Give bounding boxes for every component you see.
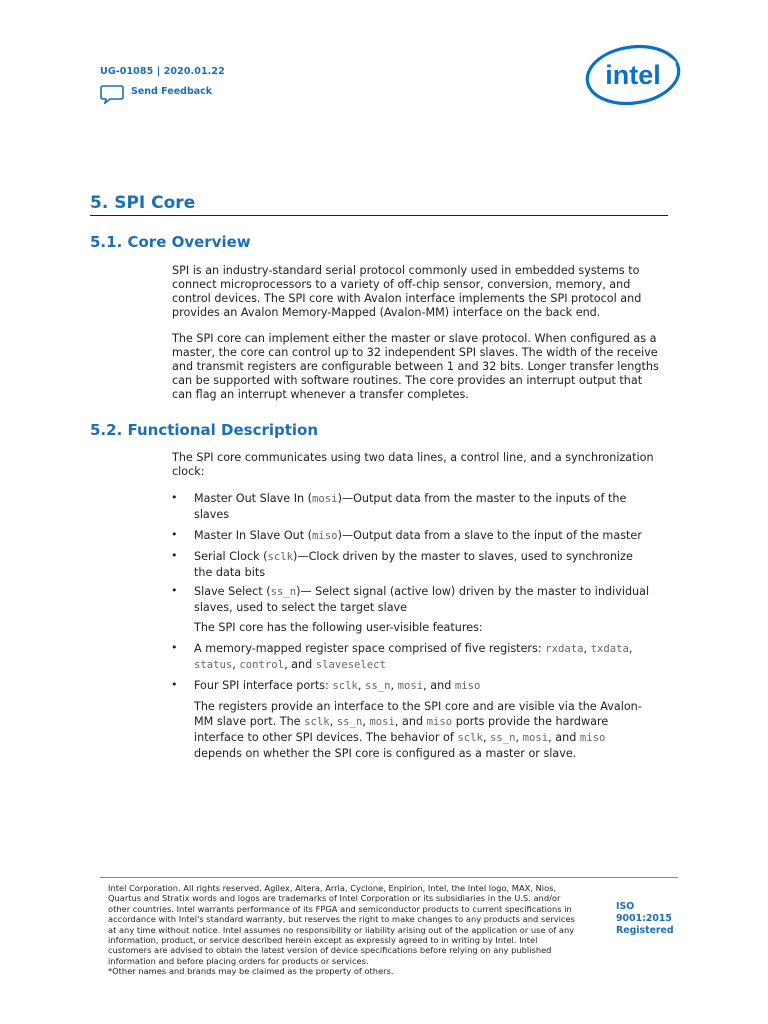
text: , bbox=[628, 642, 633, 655]
feedback-icon[interactable] bbox=[100, 84, 124, 104]
footer-legal-text bbox=[108, 883, 605, 977]
text: , and bbox=[394, 715, 427, 728]
text: A memory-mapped register space comprised of five registers: bbox=[194, 642, 546, 655]
text: , bbox=[390, 679, 398, 692]
code-miso: miso bbox=[454, 680, 481, 692]
text: MM slave port. The bbox=[194, 715, 305, 728]
code-slaveselect: slaveselect bbox=[315, 659, 386, 671]
bullet-marker: • bbox=[171, 678, 178, 691]
code-ss-n: ss_n bbox=[490, 732, 516, 744]
text: Slave Select ( bbox=[194, 585, 271, 598]
intel-logo bbox=[583, 44, 683, 106]
bullet-marker: • bbox=[171, 528, 178, 541]
text: , and bbox=[284, 658, 316, 671]
send-feedback-link[interactable]: Send Feedback bbox=[131, 86, 213, 97]
text: , bbox=[482, 731, 490, 744]
text: , bbox=[515, 731, 523, 744]
code-status: status bbox=[194, 659, 233, 671]
code-mosi: mosi bbox=[397, 680, 424, 692]
title-rule bbox=[90, 215, 668, 216]
text-line: the data bits bbox=[194, 566, 266, 579]
overview-paragraph-1 bbox=[172, 264, 672, 320]
text: , bbox=[583, 642, 591, 655]
code-miso: miso bbox=[312, 530, 338, 542]
text-line: The SPI core communicates using two data lines, a control line, and a synchronization bbox=[172, 451, 654, 464]
text: , bbox=[329, 715, 337, 728]
text-line: information, product, or service described herein except as expressly agreed to in writing by Intel. Intel bbox=[108, 935, 538, 946]
text: Master Out Slave In ( bbox=[194, 492, 313, 505]
bullet-sclk bbox=[194, 549, 664, 580]
text-line: connect microprocessors to a variety of off-chip sensor, conversion, memory, and bbox=[172, 278, 631, 291]
functional-heading: 5.2. Functional Description bbox=[90, 421, 319, 439]
text-line: master, the core can control up to 32 independent SPI slaves. The width of the receive bbox=[172, 346, 658, 359]
text-line: can flag an interrupt whenever a transfer completes. bbox=[172, 388, 469, 401]
code-mosi: mosi bbox=[312, 493, 338, 505]
code-ss-n: ss_n bbox=[270, 586, 297, 598]
section-title: 5. SPI Core bbox=[90, 193, 196, 213]
text: Serial Clock ( bbox=[194, 550, 268, 563]
text: )—Output data from a slave to the input of the master bbox=[337, 529, 642, 542]
footer-rule bbox=[100, 877, 678, 878]
text: )— Select signal (active low) driven by the master to individual bbox=[296, 585, 650, 598]
text-line: other countries. Intel warrants performance of its FPGA and semiconductor products to current specifications in bbox=[108, 903, 572, 914]
text: Four SPI interface ports: bbox=[194, 679, 333, 692]
code-miso: miso bbox=[426, 716, 453, 728]
code-rxdata: rxdata bbox=[545, 643, 584, 655]
text-line: at any time without notice. Intel assumes no responsibility or liability arising out of the application or use of any bbox=[108, 924, 575, 935]
code-sclk: sclk bbox=[304, 716, 330, 728]
overview-paragraph-2 bbox=[172, 332, 672, 402]
code-txdata: txdata bbox=[590, 643, 629, 655]
closing-paragraph bbox=[194, 699, 664, 761]
text-line: clock: bbox=[172, 465, 205, 478]
text: , and bbox=[423, 679, 455, 692]
code-sclk: sclk bbox=[457, 732, 483, 744]
code-control: control bbox=[239, 659, 285, 671]
text: , and bbox=[548, 731, 580, 744]
text: )—Output data from the master to the inputs of the bbox=[337, 492, 627, 505]
code-sclk: sclk bbox=[267, 551, 294, 563]
bullet-marker: • bbox=[171, 641, 178, 654]
text: ports provide the hardware bbox=[452, 715, 609, 728]
iso-certification bbox=[616, 901, 674, 937]
features-intro: The SPI core has the following user-visible features: bbox=[194, 621, 483, 634]
text-line: Intel Corporation. All rights reserved. Agilex, Altera, Arria, Cyclone, Enpirion, Intel, the Intel logo, MAX, Nios, bbox=[108, 883, 557, 893]
text-line: 9001:2015 bbox=[616, 913, 672, 924]
text: Master In Slave Out ( bbox=[194, 529, 313, 542]
document-id: UG-01085 | 2020.01.22 bbox=[100, 66, 225, 77]
logo-wordmark: intel bbox=[605, 60, 661, 90]
bullet-marker: • bbox=[171, 549, 178, 562]
bullet-mosi bbox=[194, 491, 664, 522]
overview-heading: 5.1. Core Overview bbox=[90, 233, 251, 251]
text: , bbox=[362, 715, 370, 728]
text-line: provides an Avalon Memory-Mapped (Avalon-MM) interface on the back end. bbox=[172, 306, 601, 319]
text-line: *Other names and brands may be claimed as the property of others. bbox=[108, 966, 394, 977]
code-sclk: sclk bbox=[332, 680, 358, 692]
bullet-marker: • bbox=[171, 491, 178, 504]
text: interface to other SPI devices. The behavior of bbox=[194, 731, 458, 744]
text-line: and transmit registers are configurable between 1 and 32 bits. Longer transfer lengths bbox=[172, 360, 659, 373]
functional-intro bbox=[172, 451, 672, 479]
text-line: The SPI core can implement either the master or slave protocol. When configured as a bbox=[172, 332, 657, 345]
text-line: control devices. The SPI core with Avalon interface implements the SPI protocol and bbox=[172, 292, 642, 305]
text-line: can be supported with software routines. The core provides an interrupt output that bbox=[172, 374, 643, 387]
text: )—Clock driven by the master to slaves, used to synchronize bbox=[293, 550, 633, 563]
text-line: slaves, used to select the target slave bbox=[194, 601, 408, 614]
text-line: SPI is an industry-standard serial protocol commonly used in embedded systems to bbox=[172, 264, 640, 277]
text-line: accordance with Intel's standard warranty, but reserves the right to make changes to any products and services bbox=[108, 914, 575, 925]
text-line: Quartus and Stratix words and logos are trademarks of Intel Corporation or its subsidiaries in the U.S. and/or bbox=[108, 893, 561, 904]
text-line: The registers provide an interface to the SPI core and are visible via the Avalon- bbox=[194, 700, 642, 713]
code-miso: miso bbox=[579, 732, 606, 744]
bullet-ss-n bbox=[194, 584, 664, 615]
text-line: slaves bbox=[194, 508, 230, 521]
code-mosi: mosi bbox=[522, 732, 549, 744]
code-ss-n: ss_n bbox=[365, 680, 391, 692]
bullet-miso bbox=[194, 528, 664, 544]
text: , bbox=[357, 679, 366, 692]
text-line: information and before placing orders for products or services. bbox=[108, 955, 369, 966]
bullet-registers bbox=[194, 641, 664, 673]
code-ss-n: ss_n bbox=[336, 716, 363, 728]
bullet-ports bbox=[194, 678, 664, 694]
text-line: depends on whether the SPI core is configured as a master or slave. bbox=[194, 747, 577, 760]
text-line: customers are advised to obtain the latest version of device specifications before relying on any published bbox=[108, 945, 552, 956]
text: , bbox=[232, 658, 240, 671]
text-line: ISO bbox=[616, 901, 635, 912]
code-mosi: mosi bbox=[369, 716, 395, 728]
bullet-marker: • bbox=[171, 584, 178, 597]
text-line: Registered bbox=[616, 925, 674, 936]
